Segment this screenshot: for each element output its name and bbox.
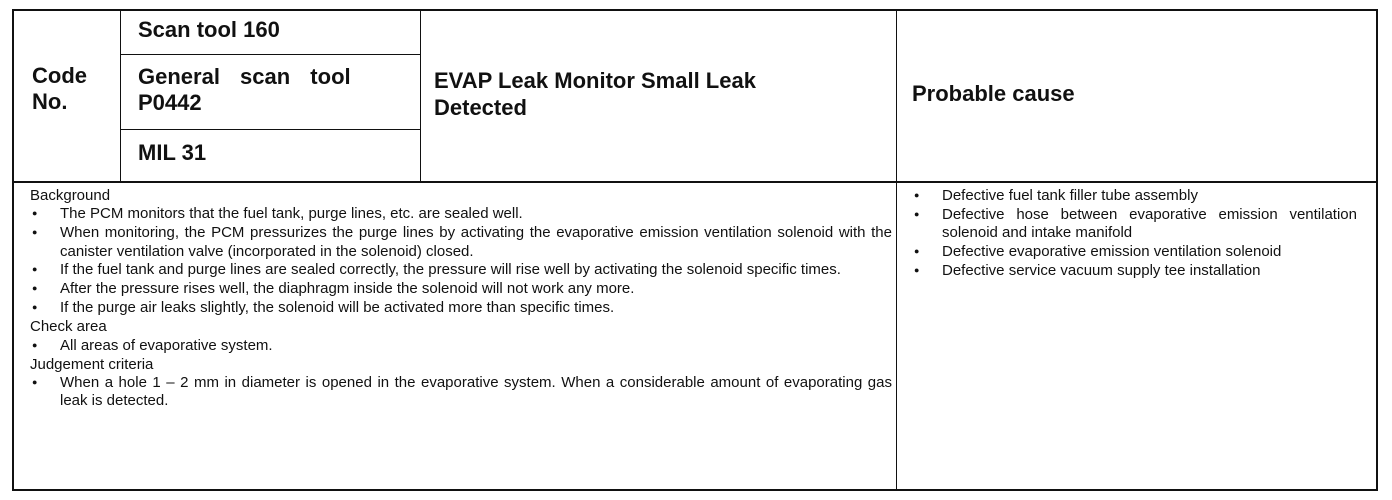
bullet-icon xyxy=(30,205,60,224)
general-scan-tool-code: General scan tool P0442 xyxy=(138,64,351,115)
bullet-icon xyxy=(912,262,942,281)
mil-code: MIL 31 xyxy=(138,140,207,165)
bullet-icon xyxy=(30,280,60,299)
background-heading: Background xyxy=(30,187,111,204)
list-item: ● When monitoring, the PCM pressurizes the purge lines by activating the evaporative emission ventilation solenoid with the canister ventilation valve (incorporated in the solenoid) closed. xyxy=(30,224,892,260)
list-item: ● The PCM monitors that the fuel tank, purge lines, etc. are sealed well. xyxy=(30,205,892,224)
bullet-icon xyxy=(912,206,942,242)
dtc-table xyxy=(12,9,1378,491)
bullet-icon xyxy=(912,187,942,206)
divider xyxy=(120,129,420,130)
description-column xyxy=(30,187,892,410)
divider xyxy=(120,11,121,181)
judgement-criteria-heading: Judgement criteria xyxy=(30,355,154,373)
list-item: ● Defective service vacuum supply tee installation xyxy=(912,262,1357,281)
table-header xyxy=(14,11,1376,183)
bullet-icon xyxy=(30,261,60,280)
bullet-icon xyxy=(30,299,60,318)
list-item: ● All areas of evaporative system. xyxy=(30,337,892,356)
bullet-icon xyxy=(30,224,60,260)
list-item: ● Defective hose between evaporative emission ventilation solenoid and intake manifold xyxy=(912,206,1357,242)
check-area-heading: Check area xyxy=(30,318,107,336)
list-item: ● After the pressure rises well, the diaphragm inside the solenoid will not work any more. xyxy=(30,280,892,299)
divider xyxy=(896,181,897,491)
code-no-label: Code No. xyxy=(32,63,87,114)
list-item: ● If the fuel tank and purge lines are sealed correctly, the pressure will rise well by activating the solenoid specific times. xyxy=(30,261,892,280)
probable-cause-column xyxy=(912,187,1357,281)
bullet-icon xyxy=(912,243,942,262)
list-item: ● Defective fuel tank filler tube assembly xyxy=(912,187,1357,206)
dtc-title: EVAP Leak Monitor Small Leak Detected xyxy=(434,68,756,120)
bullet-icon xyxy=(30,374,60,410)
divider xyxy=(896,11,897,181)
probable-cause-heading: Probable cause xyxy=(912,81,1075,106)
bullet-icon xyxy=(30,337,60,356)
list-item: ● When a hole 1 – 2 mm in diameter is opened in the evaporative system. When a considerable amount of evaporating gas leak is detected. xyxy=(30,374,892,410)
divider xyxy=(420,11,421,181)
divider xyxy=(120,54,420,55)
list-item: ● If the purge air leaks slightly, the solenoid will be activated more than specific times. xyxy=(30,299,892,318)
scan-tool-code: Scan tool 160 xyxy=(138,17,280,42)
list-item: ● Defective evaporative emission ventilation solenoid xyxy=(912,243,1357,262)
